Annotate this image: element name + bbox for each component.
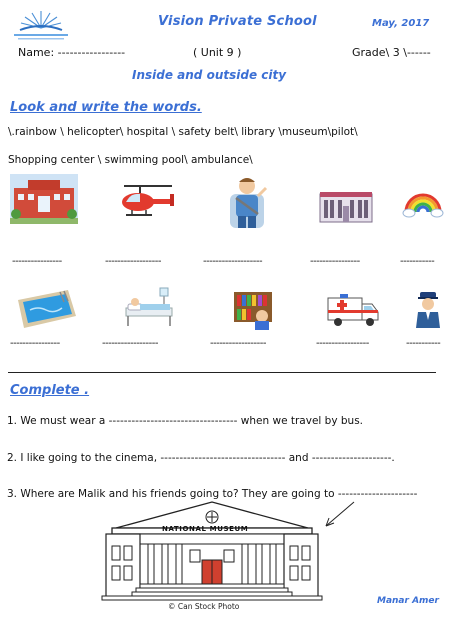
library-books-icon bbox=[232, 290, 274, 330]
section-divider bbox=[8, 372, 436, 373]
question-3: 3. Where are Malik and his friends going to? They are going to --------------------- bbox=[7, 488, 418, 500]
pilot-icon bbox=[414, 290, 442, 330]
school-name: Vision Private School bbox=[158, 14, 317, 29]
library-icon bbox=[318, 190, 374, 224]
grade-field: Grade\ 3 \------ bbox=[352, 46, 431, 59]
section-look-write-heading: Look and write the words. bbox=[10, 100, 202, 115]
answer-blank[interactable]: ------------------ bbox=[210, 338, 266, 349]
school-logo bbox=[10, 8, 72, 44]
worksheet-title: Inside and outside city bbox=[132, 68, 287, 82]
answer-blank[interactable]: ------------------ bbox=[102, 338, 158, 349]
question-1: 1. We must wear a ---------------------------------- when we travel by bus. bbox=[7, 415, 364, 427]
helicopter-icon bbox=[118, 182, 178, 222]
answer-blank[interactable]: ----------- bbox=[406, 338, 441, 349]
rainbow-icon bbox=[402, 184, 444, 218]
pilot-seat-belt-icon bbox=[222, 174, 272, 230]
section-complete-heading: Complete . bbox=[10, 383, 90, 398]
answer-blank[interactable]: ----------- bbox=[400, 256, 435, 267]
answer-blank[interactable]: ---------------- bbox=[10, 338, 60, 349]
answer-blank[interactable]: ------------------- bbox=[203, 256, 263, 267]
answer-blank[interactable]: ---------------- bbox=[310, 256, 360, 267]
image-credit: © Can Stock Photo bbox=[168, 602, 240, 611]
answer-blank[interactable]: ---------------- bbox=[12, 256, 62, 267]
museum-illustration bbox=[100, 500, 324, 604]
author-name: Manar Amer bbox=[377, 596, 439, 606]
worksheet-date: May, 2017 bbox=[372, 18, 430, 29]
answer-blank[interactable]: ----------------- bbox=[316, 338, 369, 349]
question-2: 2. I like going to the cinema, --------------------------------- and ---------------------. bbox=[7, 452, 395, 464]
name-field: Name: ----------------- bbox=[18, 46, 126, 59]
museum-sign: NATIONAL MUSEUM bbox=[162, 525, 249, 533]
swimming-pool-icon bbox=[14, 286, 78, 330]
answer-blank[interactable]: ------------------ bbox=[105, 256, 161, 267]
arrow-icon bbox=[318, 500, 358, 530]
shopping-center-icon bbox=[10, 174, 78, 224]
ambulance-icon bbox=[326, 292, 380, 328]
word-bank-line-2: Shopping center \ swimming pool\ ambulance\ bbox=[8, 154, 253, 166]
word-bank-line-1: \.rainbow \ helicopter\ hospital \ safety belt\ library \museum\pilot\ bbox=[8, 126, 358, 138]
unit-label: ( Unit 9 ) bbox=[193, 46, 242, 59]
hospital-bed-icon bbox=[120, 286, 176, 330]
